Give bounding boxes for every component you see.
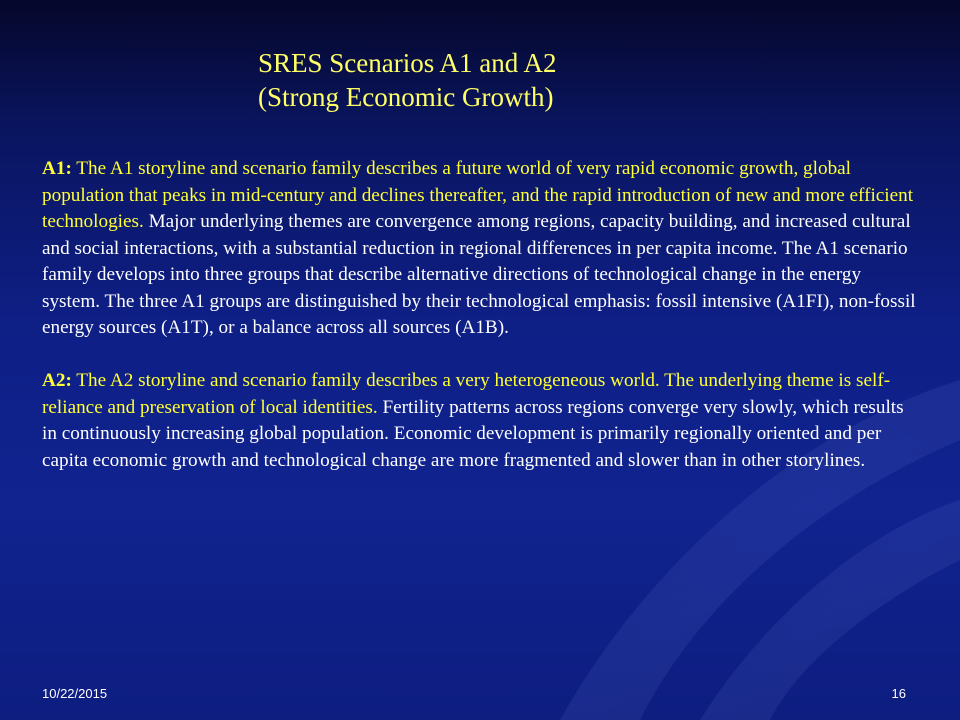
footer-date: 10/22/2015 [42, 686, 108, 701]
a1-highlight-text: The A1 storyline and scenario family describes a future world of very rapid economic growth, global population that peaks in mid-century and declines thereafter, and the rapid introduction of new and more efficient technologies. [42, 158, 914, 232]
slide-title [258, 46, 557, 114]
a1-label: A1: [42, 158, 72, 179]
a2-paragraph [42, 368, 922, 474]
a1-paragraph [42, 156, 922, 342]
a2-label: A2: [42, 370, 72, 391]
slide-body [42, 156, 922, 474]
title-line-1: SRES Scenarios A1 and A2 [258, 48, 557, 78]
a2-highlight-text: The A2 storyline and scenario family describes a very heterogeneous world. The underlying theme is self-reliance and preservation of local identities. [42, 370, 891, 418]
a2-body-text: Fertility patterns across regions converge very slowly, which results in continuously increasing global population. Economic development is primarily regionally oriented and per capita economic growth and technological change are more fragmented and slower than in other storylines. [42, 396, 904, 471]
a1-body-text: Major underlying themes are convergence among regions, capacity building, and increased cultural and social interactions, with a substantial reduction in regional differences in per capita income. The A1 scenario family develops into three groups that describe alternative directions of technological change in the energy system. The three A1 groups are distinguished by their technological emphasis: fossil intensive (A1FI), non-fossil energy sources (A1T), or a balance across all sources (A1B). [42, 211, 916, 338]
page-number: 16 [891, 686, 906, 701]
title-line-2: (Strong Economic Growth) [258, 82, 554, 112]
